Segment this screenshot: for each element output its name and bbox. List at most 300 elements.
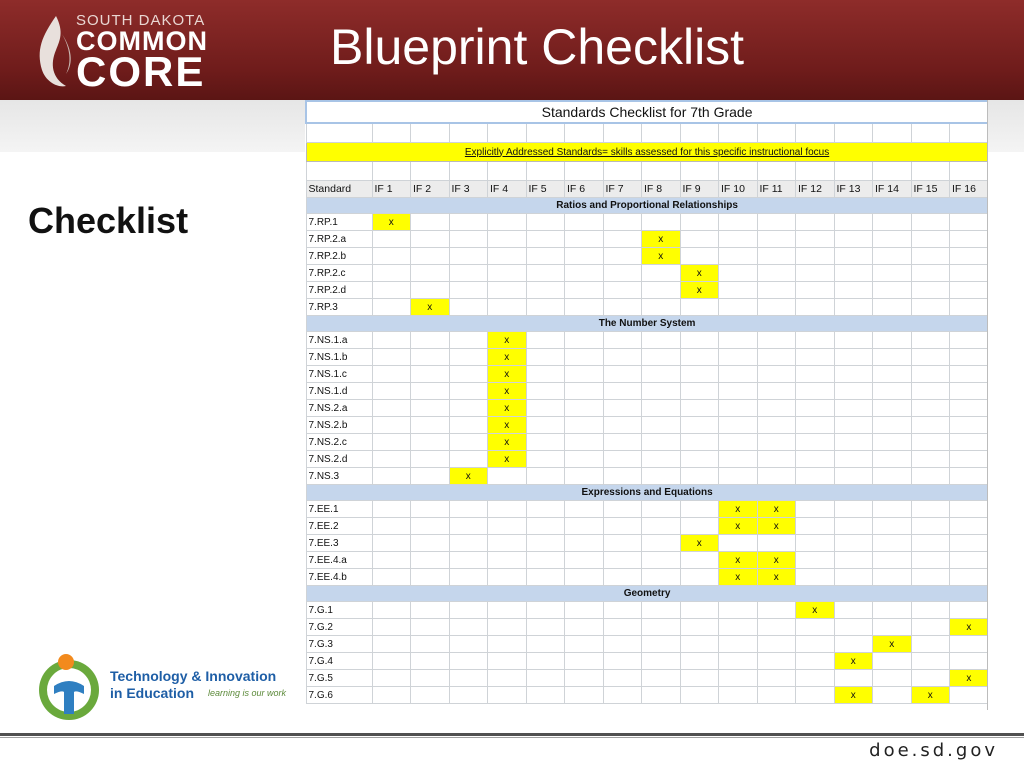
empty-cell xyxy=(372,282,411,299)
empty-cell xyxy=(911,248,950,265)
empty-cell xyxy=(488,518,527,535)
empty-cell xyxy=(488,653,527,670)
empty-cell xyxy=(603,214,642,231)
empty-cell xyxy=(526,653,565,670)
empty-cell xyxy=(642,417,681,434)
empty-cell xyxy=(411,501,450,518)
empty-cell xyxy=(526,383,565,400)
check-mark-cell: x xyxy=(680,265,719,282)
empty-cell xyxy=(642,501,681,518)
empty-cell xyxy=(796,231,835,248)
empty-cell xyxy=(642,602,681,619)
empty-cell xyxy=(526,670,565,687)
empty-cell xyxy=(757,468,796,485)
empty-cell xyxy=(526,417,565,434)
check-mark-cell: x xyxy=(488,434,527,451)
empty-cell xyxy=(680,687,719,704)
empty-cell xyxy=(911,366,950,383)
empty-cell xyxy=(950,535,989,552)
empty-cell xyxy=(642,332,681,349)
empty-cell xyxy=(565,417,604,434)
empty-cell xyxy=(757,248,796,265)
empty-cell xyxy=(719,417,758,434)
tie-name-line2: in Education xyxy=(110,685,194,701)
empty-cell xyxy=(449,451,488,468)
empty-cell xyxy=(411,518,450,535)
table-row xyxy=(306,231,988,248)
check-mark-cell: x xyxy=(642,248,681,265)
empty-cell xyxy=(449,282,488,299)
empty-cell xyxy=(642,518,681,535)
empty-cell xyxy=(911,400,950,417)
empty-cell xyxy=(565,687,604,704)
checklist-heading: Checklist xyxy=(28,200,189,241)
empty-cell xyxy=(911,636,950,653)
empty-cell xyxy=(603,349,642,366)
empty-cell xyxy=(642,299,681,316)
empty-cell xyxy=(449,434,488,451)
empty-cell xyxy=(565,552,604,569)
table-row xyxy=(306,383,988,400)
empty-cell xyxy=(449,265,488,282)
if-column-header: IF 15 xyxy=(911,181,950,198)
empty-cell xyxy=(834,535,873,552)
empty-cell xyxy=(680,434,719,451)
empty-cell xyxy=(411,214,450,231)
empty-cell xyxy=(873,552,912,569)
empty-cell xyxy=(950,451,989,468)
empty-cell xyxy=(526,366,565,383)
empty-cell xyxy=(757,231,796,248)
table-row xyxy=(306,535,988,552)
empty-cell xyxy=(834,332,873,349)
empty-cell xyxy=(834,349,873,366)
empty-cell xyxy=(873,670,912,687)
empty-cell xyxy=(372,687,411,704)
empty-cell xyxy=(372,248,411,265)
empty-cell xyxy=(526,299,565,316)
empty-cell xyxy=(680,299,719,316)
empty-cell xyxy=(719,653,758,670)
empty-cell xyxy=(873,214,912,231)
empty-cell xyxy=(950,349,989,366)
section-row xyxy=(306,316,988,332)
empty-cell xyxy=(642,552,681,569)
empty-cell xyxy=(834,231,873,248)
standard-code: 7.EE.2 xyxy=(306,518,372,535)
if-column-header: IF 5 xyxy=(526,181,565,198)
empty-cell xyxy=(834,619,873,636)
empty-cell xyxy=(603,417,642,434)
empty-cell xyxy=(411,332,450,349)
empty-cell xyxy=(449,248,488,265)
empty-cell xyxy=(796,349,835,366)
empty-cell xyxy=(449,299,488,316)
if-column-header: IF 10 xyxy=(719,181,758,198)
empty-cell xyxy=(834,552,873,569)
empty-cell xyxy=(603,248,642,265)
empty-cell xyxy=(449,653,488,670)
empty-cell xyxy=(526,687,565,704)
empty-cell xyxy=(719,366,758,383)
empty-cell xyxy=(488,265,527,282)
empty-cell xyxy=(603,468,642,485)
empty-cell xyxy=(372,468,411,485)
checklist-spreadsheet xyxy=(305,100,988,710)
empty-cell xyxy=(603,299,642,316)
empty-cell xyxy=(873,265,912,282)
standard-code: 7.NS.2.d xyxy=(306,451,372,468)
blank-row xyxy=(306,123,988,143)
empty-cell xyxy=(796,400,835,417)
empty-cell xyxy=(411,451,450,468)
empty-cell xyxy=(372,552,411,569)
empty-cell xyxy=(642,569,681,586)
empty-cell xyxy=(757,653,796,670)
slide-header xyxy=(0,0,1024,100)
empty-cell xyxy=(488,468,527,485)
empty-cell xyxy=(680,518,719,535)
empty-cell xyxy=(757,687,796,704)
empty-cell xyxy=(565,636,604,653)
empty-cell xyxy=(680,366,719,383)
empty-cell xyxy=(719,400,758,417)
empty-cell xyxy=(603,282,642,299)
empty-cell xyxy=(372,535,411,552)
empty-cell xyxy=(873,366,912,383)
empty-cell xyxy=(950,687,989,704)
empty-cell xyxy=(911,434,950,451)
empty-cell xyxy=(719,383,758,400)
empty-cell xyxy=(411,265,450,282)
empty-cell xyxy=(372,332,411,349)
empty-cell xyxy=(372,417,411,434)
empty-cell xyxy=(411,636,450,653)
empty-cell xyxy=(834,299,873,316)
empty-cell xyxy=(757,636,796,653)
empty-cell xyxy=(757,282,796,299)
empty-cell xyxy=(449,636,488,653)
standard-code: 7.EE.1 xyxy=(306,501,372,518)
table-row xyxy=(306,518,988,535)
empty-cell xyxy=(642,434,681,451)
empty-cell xyxy=(796,299,835,316)
section-title: Geometry xyxy=(306,586,988,602)
empty-cell xyxy=(488,231,527,248)
empty-cell xyxy=(603,434,642,451)
empty-cell xyxy=(796,535,835,552)
blank-row xyxy=(306,162,988,181)
check-mark-cell: x xyxy=(719,569,758,586)
empty-cell xyxy=(873,332,912,349)
empty-cell xyxy=(950,501,989,518)
empty-cell xyxy=(603,653,642,670)
empty-cell xyxy=(834,214,873,231)
empty-cell xyxy=(526,468,565,485)
empty-cell xyxy=(796,552,835,569)
empty-cell xyxy=(757,265,796,282)
empty-cell xyxy=(950,602,989,619)
empty-cell xyxy=(950,434,989,451)
empty-cell xyxy=(565,434,604,451)
standard-code: 7.EE.3 xyxy=(306,535,372,552)
empty-cell xyxy=(757,332,796,349)
empty-cell xyxy=(449,383,488,400)
empty-cell xyxy=(642,636,681,653)
empty-cell xyxy=(950,552,989,569)
standard-code: 7.NS.1.a xyxy=(306,332,372,349)
empty-cell xyxy=(411,248,450,265)
standard-code: 7.NS.2.b xyxy=(306,417,372,434)
empty-cell xyxy=(757,349,796,366)
empty-cell xyxy=(565,602,604,619)
empty-cell xyxy=(911,299,950,316)
empty-cell xyxy=(911,417,950,434)
slide-title: Blueprint Checklist xyxy=(330,19,745,75)
empty-cell xyxy=(411,366,450,383)
empty-cell xyxy=(642,400,681,417)
empty-cell xyxy=(642,265,681,282)
check-mark-cell: x xyxy=(873,636,912,653)
empty-cell xyxy=(449,602,488,619)
empty-cell xyxy=(449,332,488,349)
empty-cell xyxy=(642,619,681,636)
empty-cell xyxy=(719,687,758,704)
empty-cell xyxy=(834,602,873,619)
table-row xyxy=(306,434,988,451)
check-mark-cell: x xyxy=(757,501,796,518)
empty-cell xyxy=(911,332,950,349)
empty-cell xyxy=(911,383,950,400)
empty-cell xyxy=(603,535,642,552)
standard-code: 7.G.5 xyxy=(306,670,372,687)
empty-cell xyxy=(873,451,912,468)
empty-cell xyxy=(680,248,719,265)
empty-cell xyxy=(642,451,681,468)
standard-code: 7.NS.2.a xyxy=(306,400,372,417)
empty-cell xyxy=(642,468,681,485)
empty-cell xyxy=(488,282,527,299)
empty-cell xyxy=(565,248,604,265)
empty-cell xyxy=(680,231,719,248)
empty-cell xyxy=(911,535,950,552)
if-column-header: IF 11 xyxy=(757,181,796,198)
check-mark-cell: x xyxy=(757,552,796,569)
empty-cell xyxy=(950,231,989,248)
empty-cell xyxy=(719,231,758,248)
check-mark-cell: x xyxy=(796,602,835,619)
empty-cell xyxy=(873,349,912,366)
table-row xyxy=(306,636,988,653)
standard-code: 7.NS.1.b xyxy=(306,349,372,366)
empty-cell xyxy=(565,349,604,366)
empty-cell xyxy=(950,214,989,231)
empty-cell xyxy=(488,248,527,265)
empty-cell xyxy=(372,366,411,383)
empty-cell xyxy=(719,451,758,468)
empty-cell xyxy=(565,299,604,316)
if-column-header: IF 12 xyxy=(796,181,835,198)
empty-cell xyxy=(526,332,565,349)
empty-cell xyxy=(565,265,604,282)
empty-cell xyxy=(642,214,681,231)
empty-cell xyxy=(642,670,681,687)
empty-cell xyxy=(411,349,450,366)
focus-note: Explicitly Addressed Standards= skills assessed for this specific instructional focus xyxy=(464,146,830,158)
empty-cell xyxy=(488,602,527,619)
check-mark-cell: x xyxy=(834,687,873,704)
empty-cell xyxy=(603,501,642,518)
empty-cell xyxy=(642,349,681,366)
empty-cell xyxy=(796,451,835,468)
column-header-row xyxy=(306,181,988,198)
empty-cell xyxy=(565,332,604,349)
table-row xyxy=(306,687,988,704)
empty-cell xyxy=(372,670,411,687)
section-row xyxy=(306,586,988,602)
empty-cell xyxy=(603,366,642,383)
empty-cell xyxy=(372,265,411,282)
empty-cell xyxy=(603,400,642,417)
empty-cell xyxy=(796,332,835,349)
empty-cell xyxy=(372,400,411,417)
empty-cell xyxy=(834,434,873,451)
empty-cell xyxy=(411,653,450,670)
empty-cell xyxy=(411,231,450,248)
empty-cell xyxy=(757,451,796,468)
empty-cell xyxy=(911,468,950,485)
empty-cell xyxy=(565,468,604,485)
standard-code: 7.NS.3 xyxy=(306,468,372,485)
empty-cell xyxy=(834,282,873,299)
empty-cell xyxy=(603,265,642,282)
empty-cell xyxy=(911,501,950,518)
empty-cell xyxy=(680,349,719,366)
empty-cell xyxy=(372,349,411,366)
empty-cell xyxy=(911,349,950,366)
empty-cell xyxy=(642,687,681,704)
table-row xyxy=(306,468,988,485)
empty-cell xyxy=(680,602,719,619)
empty-cell xyxy=(834,417,873,434)
empty-cell xyxy=(565,400,604,417)
check-mark-cell: x xyxy=(488,451,527,468)
empty-cell xyxy=(911,451,950,468)
empty-cell xyxy=(565,282,604,299)
empty-cell xyxy=(372,231,411,248)
empty-cell xyxy=(526,214,565,231)
empty-cell xyxy=(603,569,642,586)
standard-code: 7.EE.4.b xyxy=(306,569,372,586)
empty-cell xyxy=(603,383,642,400)
empty-cell xyxy=(834,636,873,653)
empty-cell xyxy=(680,400,719,417)
empty-cell xyxy=(526,636,565,653)
empty-cell xyxy=(411,400,450,417)
empty-cell xyxy=(796,501,835,518)
if-column-header: IF 4 xyxy=(488,181,527,198)
standard-code: 7.RP.1 xyxy=(306,214,372,231)
empty-cell xyxy=(411,552,450,569)
table-row xyxy=(306,552,988,569)
section-row xyxy=(306,485,988,501)
empty-cell xyxy=(834,366,873,383)
empty-cell xyxy=(873,282,912,299)
section-title: The Number System xyxy=(306,316,988,332)
table-row xyxy=(306,349,988,366)
empty-cell xyxy=(680,451,719,468)
empty-cell xyxy=(526,535,565,552)
footer-rule-thin xyxy=(0,737,1024,738)
table-row xyxy=(306,501,988,518)
section-title: Ratios and Proportional Relationships xyxy=(306,198,988,214)
empty-cell xyxy=(796,636,835,653)
tie-emblem-icon xyxy=(36,650,102,726)
empty-cell xyxy=(565,670,604,687)
empty-cell xyxy=(719,248,758,265)
empty-cell xyxy=(950,248,989,265)
table-row xyxy=(306,400,988,417)
empty-cell xyxy=(411,282,450,299)
empty-cell xyxy=(449,400,488,417)
check-mark-cell: x xyxy=(372,214,411,231)
empty-cell xyxy=(680,670,719,687)
standard-column-header: Standard xyxy=(306,181,372,198)
if-column-header: IF 13 xyxy=(834,181,873,198)
standard-code: 7.G.3 xyxy=(306,636,372,653)
note-row xyxy=(306,143,988,162)
empty-cell xyxy=(796,619,835,636)
check-mark-cell: x xyxy=(719,552,758,569)
empty-cell xyxy=(565,619,604,636)
empty-cell xyxy=(603,518,642,535)
if-column-header: IF 9 xyxy=(680,181,719,198)
empty-cell xyxy=(911,518,950,535)
empty-cell xyxy=(565,451,604,468)
check-mark-cell: x xyxy=(911,687,950,704)
empty-cell xyxy=(719,670,758,687)
table-row xyxy=(306,214,988,231)
empty-cell xyxy=(411,383,450,400)
empty-cell xyxy=(680,417,719,434)
empty-cell xyxy=(834,265,873,282)
empty-cell xyxy=(911,670,950,687)
empty-cell xyxy=(719,214,758,231)
empty-cell xyxy=(449,619,488,636)
empty-cell xyxy=(757,434,796,451)
empty-cell xyxy=(603,687,642,704)
empty-cell xyxy=(449,569,488,586)
table-row xyxy=(306,653,988,670)
empty-cell xyxy=(526,619,565,636)
empty-cell xyxy=(796,434,835,451)
empty-cell xyxy=(950,383,989,400)
empty-cell xyxy=(796,569,835,586)
empty-cell xyxy=(488,636,527,653)
empty-cell xyxy=(719,602,758,619)
empty-cell xyxy=(642,366,681,383)
standard-code: 7.G.2 xyxy=(306,619,372,636)
empty-cell xyxy=(680,214,719,231)
empty-cell xyxy=(719,434,758,451)
empty-cell xyxy=(526,434,565,451)
if-column-header: IF 7 xyxy=(603,181,642,198)
empty-cell xyxy=(565,569,604,586)
empty-cell xyxy=(911,265,950,282)
check-mark-cell: x xyxy=(719,518,758,535)
empty-cell xyxy=(680,383,719,400)
empty-cell xyxy=(603,619,642,636)
